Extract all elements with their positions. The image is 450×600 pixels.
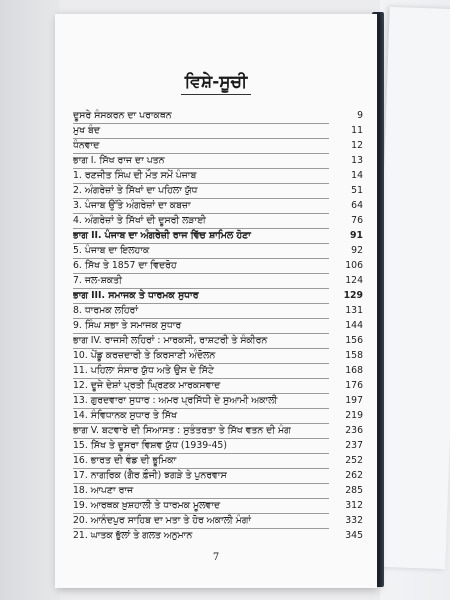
- toc-entry-label: ਦੂਸਰੇ ਸੰਸਕਰਨ ਦਾ ਪਰਾਕਥਨ: [73, 110, 172, 121]
- toc-entry-label: ਸਿੰਘ ਸਭਾ ਤੇ ਸਮਾਜਕ ਸੁਧਾਰ: [84, 320, 182, 331]
- toc-entry-page: 176: [345, 380, 363, 391]
- toc-entry-title: [73, 513, 329, 529]
- toc-entry-title: [73, 363, 329, 379]
- toc-entry-page: 252: [345, 455, 363, 466]
- toc-entry-page: 91: [350, 230, 363, 241]
- toc-entry-page: 144: [345, 320, 363, 331]
- toc-entry-page: 131: [345, 305, 363, 316]
- toc-entry-page: 236: [345, 425, 363, 436]
- toc-entry: [73, 408, 363, 423]
- toc-entry-number: 15.: [73, 440, 88, 451]
- toc-entry-label: ਨਾਗਰਿਕ (ਗੈਰ ਫ਼ੌਜੀ) ਝਗੜੇ ਤੇ ਪੁਨਰਵਾਸ: [90, 470, 227, 481]
- toc-entry-number: 6.: [73, 260, 82, 271]
- toc-entry-label: ਸਿੱਖ ਤੇ 1857 ਦਾ ਵਿਦਰੋਹ: [84, 260, 177, 271]
- toc-entry-number: 21.: [73, 530, 88, 541]
- toc-entry-title: [73, 333, 329, 349]
- toc-entry-label: ਆਨੰਦਪੁਰ ਸਾਹਿਬ ਦਾ ਮਤਾ ਤੇ ਹੋਰ ਅਕਾਲੀ ਮੰਗਾਂ: [90, 515, 251, 526]
- toc-entry-number: 1.: [73, 170, 82, 181]
- toc-entry-title: [73, 453, 329, 469]
- toc-entry: [73, 198, 363, 213]
- toc-entry-number: 16.: [73, 455, 88, 466]
- toc-entry-title: [73, 138, 329, 154]
- toc-entry: [73, 378, 363, 393]
- toc-entry-number: 18.: [73, 485, 88, 496]
- toc-entry-title: [73, 498, 329, 514]
- toc-entry-page: 51: [351, 185, 363, 196]
- toc-entry-label: ਭਾਗ II. ਪੰਜਾਬ ਦਾ ਅੰਗਰੇਜ਼ੀ ਰਾਜ ਵਿੱਚ ਸ਼ਾਮਿਲ ਹੋਣਾ: [73, 230, 251, 241]
- toc-entry-label: ਰਣਜੀਤ ਸਿੰਘ ਦੀ ਮੌਤ ਸਮੇਂ ਪੰਜਾਬ: [84, 170, 197, 181]
- toc-entry-label: ਧੰਨਵਾਦ: [73, 140, 100, 151]
- toc-entry-number: 4.: [73, 215, 82, 226]
- toc-entry-page: 285: [345, 485, 363, 496]
- background-left: [0, 0, 60, 600]
- toc-entry: [73, 153, 363, 168]
- toc-entry: [73, 183, 363, 198]
- toc-entry-title: [73, 288, 329, 304]
- toc-entry-label: ਆਪਣਾ ਰਾਜ: [90, 485, 134, 496]
- toc-entry-page: 237: [345, 440, 363, 451]
- toc-entry: [73, 303, 363, 318]
- toc-entry-number: 19.: [73, 500, 88, 511]
- toc-entry-label: ਪੰਜਾਬ ਉੱਤੇ ਅੰਗਰੇਜ਼ਾਂ ਦਾ ਕਬਜ਼ਾ: [84, 200, 191, 211]
- toc-entry: [73, 483, 363, 498]
- toc-entry: [73, 138, 363, 153]
- toc-entry: [73, 258, 363, 273]
- toc-entry: [73, 318, 363, 333]
- toc-entry-title: [73, 348, 329, 364]
- toc-entry-label: ਭਾਗ V. ਬਟਵਾਰੇ ਦੀ ਸਿਆਸਤ : ਸੁਤੰਤਰਤਾ ਤੇ ਸਿੱਖ ਵਤਨ ਦੀ ਮੰਗ: [73, 425, 291, 436]
- toc-entry-label: ਜਲ-ਸ਼ਕਤੀ: [84, 275, 122, 286]
- toc-entry-number: 11.: [73, 365, 88, 376]
- toc-entry-page: 13: [351, 155, 363, 166]
- toc-entry-number: 10.: [73, 350, 88, 361]
- toc-entry: [73, 348, 363, 363]
- toc-entry-label: ਪਹਿਲਾ ਸੰਸਾਰ ਯੁੱਧ ਅਤੇ ਉਸ ਦੇ ਸਿੱਟੇ: [90, 365, 214, 376]
- toc-entry-label: ਸੰਵਿਧਾਨਕ ਸੁਧਾਰ ਤੇ ਸਿੱਖ: [90, 410, 177, 421]
- toc-entry-page: 332: [345, 515, 363, 526]
- toc-entry-number: 17.: [73, 470, 88, 481]
- toc-entry-title: [73, 258, 329, 274]
- toc-entry-label: ਗੁਰਦਵਾਰਾ ਸੁਧਾਰ : ਅਮਰ ਪ੍ਰਸਿੱਧੀ ਦੇ ਸੁਆਮੀ ਅਕਾਲੀ: [90, 395, 278, 406]
- toc-entry-title: [73, 123, 329, 139]
- toc-entry-label: ਭਾਗ I. ਸਿੱਖ ਰਾਜ ਦਾ ਪਤਨ: [73, 155, 165, 166]
- toc-entry-number: 7.: [73, 275, 82, 286]
- toc-entry: [73, 273, 363, 288]
- toc-entry: [73, 513, 363, 528]
- page-title: [55, 72, 377, 92]
- toc-entry-page: 129: [343, 290, 363, 301]
- toc-entry-label: ਮੁਖ ਬੰਦ: [73, 125, 100, 136]
- toc-entry: [73, 498, 363, 513]
- toc-entry-page: 12: [351, 140, 363, 151]
- toc-entry-page: 158: [345, 350, 363, 361]
- toc-entry-title: [73, 108, 329, 124]
- toc-entry: [73, 363, 363, 378]
- toc-entry-number: 3.: [73, 200, 82, 211]
- toc-entry: [73, 168, 363, 183]
- toc-entry-number: 5.: [73, 245, 82, 256]
- toc-entry-page: 9: [357, 110, 363, 121]
- toc-entry-number: 13.: [73, 395, 88, 406]
- toc-entry-title: [73, 153, 329, 169]
- toc-entry-page: 262: [345, 470, 363, 481]
- toc-entry-title: [73, 318, 329, 334]
- toc-entry-title: [73, 273, 329, 289]
- toc-entry-label: ਅੰਗਰੇਜ਼ਾਂ ਤੇ ਸਿੱਖਾਂ ਦੀ ਦੂਸਰੀ ਲੜਾਈ: [84, 215, 206, 226]
- toc-entry-page: 197: [345, 395, 363, 406]
- toc-entry-title: [73, 423, 329, 439]
- toc-entry: [73, 393, 363, 408]
- toc-entry-number: 12.: [73, 380, 88, 391]
- toc-entry-title: [73, 438, 329, 454]
- toc-entry-title: [73, 483, 329, 499]
- toc-entry-title: [73, 303, 329, 319]
- toc-entry-title: [73, 168, 329, 184]
- toc-entry-title: [73, 408, 329, 424]
- toc-entry-page: 124: [345, 275, 363, 286]
- toc-entry-label: ਪੇਂਡੂ ਕਰਜ਼ਦਾਰੀ ਤੇ ਕਿਰਸਾਣੀ ਅੰਦੋਲਨ: [90, 350, 216, 361]
- toc-entry-label: ਦੂਜੇ ਦੇਸ਼ਾਂ ਪ੍ਰਤੀ ਘ੍ਰਿਣਕ ਮਾਰਕਸਵਾਦ: [90, 380, 221, 391]
- toc-entry-label: ਘਾਤਕ ਭੁੱਲਾਂ ਤੇ ਗਲਤ ਅਨੁਮਾਨ: [90, 530, 193, 541]
- toc-entry-title: [73, 468, 329, 484]
- toc-entry-page: 76: [351, 215, 363, 226]
- toc-entry-title: [73, 198, 329, 214]
- toc-entry-label: ਭਾਗ III. ਸਮਾਜਕ ਤੇ ਧਾਰਮਕ ਸੁਧਾਰ: [73, 290, 199, 301]
- toc-entry: [73, 453, 363, 468]
- toc-entry-title: [73, 183, 329, 199]
- toc-entry-label: ਧਾਰਮਕ ਲਹਿਰਾਂ: [84, 305, 138, 316]
- toc-entry-title: [73, 228, 329, 244]
- toc-entry-label: ਭਾਗ IV. ਰਾਜਸੀ ਲਹਿਰਾਂ : ਮਾਰਕਸੀ, ਰਾਸ਼ਟਰੀ ਤੇ ਸੰਕੀਰਨ: [73, 335, 268, 346]
- toc-entry-label: ਸਿੱਖ ਤੇ ਦੂਸਰਾ ਵਿਸ਼ਵ ਯੁੱਧ (1939-45): [90, 440, 227, 451]
- toc-entry-title: [73, 378, 329, 394]
- toc-entry-page: 92: [351, 245, 363, 256]
- table-of-contents: [73, 108, 363, 543]
- toc-entry: [73, 438, 363, 453]
- toc-entry-number: 2.: [73, 185, 82, 196]
- toc-entry-page: 156: [345, 335, 363, 346]
- toc-entry-page: 345: [345, 530, 363, 541]
- toc-entry-number: 9.: [73, 320, 82, 331]
- toc-entry-page: 11: [351, 125, 363, 136]
- toc-entry-label: ਅੰਗਰੇਜ਼ਾਂ ਤੇ ਸਿੱਖਾਂ ਦਾ ਪਹਿਲਾ ਯੁੱਧ: [84, 185, 198, 196]
- toc-entry-number: 14.: [73, 410, 88, 421]
- toc-entry-label: ਭਾਰਤ ਦੀ ਵੰਡ ਦੀ ਭੂਮਿਕਾ: [90, 455, 177, 466]
- toc-entry: [73, 213, 363, 228]
- toc-entry-number: 20.: [73, 515, 88, 526]
- toc-entry-title: [73, 213, 329, 229]
- toc-entry-page: 219: [345, 410, 363, 421]
- toc-entry: [73, 468, 363, 483]
- toc-entry-title: [73, 528, 329, 543]
- toc-entry-page: 312: [345, 500, 363, 511]
- page-number: 7: [212, 552, 220, 563]
- toc-entry-number: 8.: [73, 305, 82, 316]
- book-page: [55, 14, 377, 588]
- toc-entry: [73, 228, 363, 243]
- toc-entry-page: 106: [345, 260, 363, 271]
- toc-entry: [73, 528, 363, 543]
- toc-entry-label: ਪੰਜਾਬ ਦਾ ਇਲਹਾਕ: [84, 245, 150, 256]
- toc-entry: [73, 333, 363, 348]
- toc-title-text: ਵਿਸ਼ੇ-ਸੂਚੀ: [181, 72, 251, 95]
- toc-entry-title: [73, 393, 329, 409]
- toc-entry: [73, 423, 363, 438]
- toc-entry-page: 14: [351, 170, 363, 181]
- toc-entry: [73, 243, 363, 258]
- toc-entry-page: 64: [351, 200, 363, 211]
- toc-entry: [73, 123, 363, 138]
- toc-entry-page: 168: [345, 365, 363, 376]
- toc-entry: [73, 288, 363, 303]
- toc-entry-label: ਆਰਥਕ ਖ਼ੁਸ਼ਹਾਲੀ ਤੇ ਧਾਰਮਕ ਮੂਲਵਾਦ: [90, 500, 221, 511]
- toc-entry-title: [73, 243, 329, 259]
- toc-entry: [73, 108, 363, 123]
